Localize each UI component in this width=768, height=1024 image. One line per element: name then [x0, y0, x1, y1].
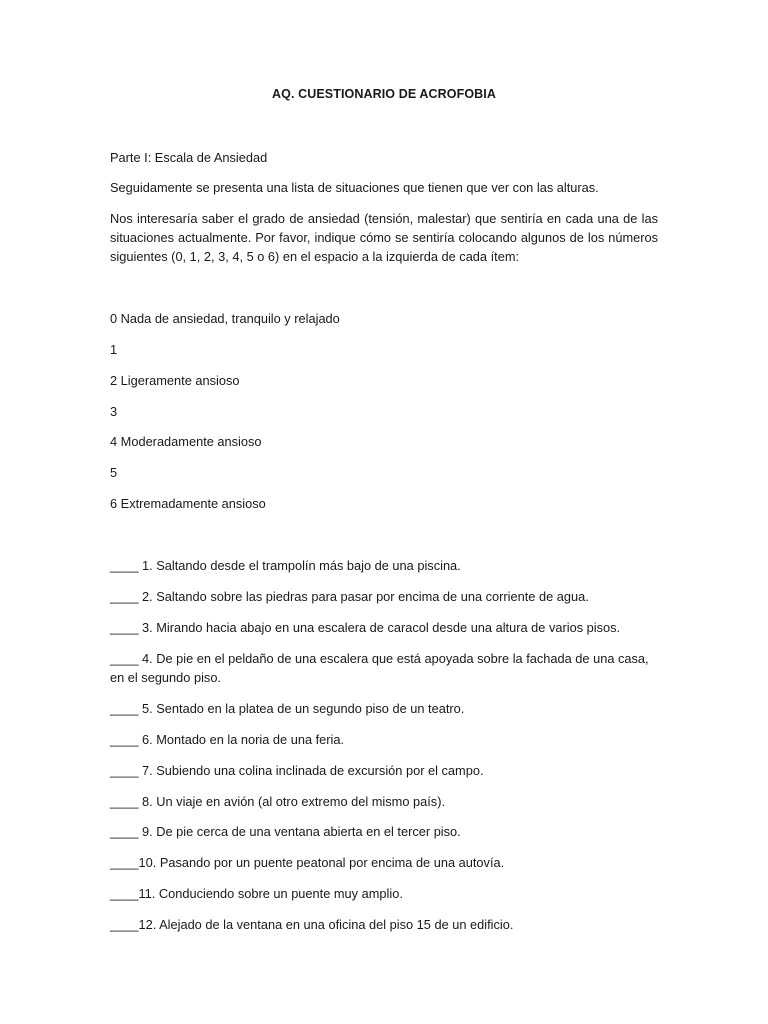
- document-title: AQ. CUESTIONARIO DE ACROFOBIA: [272, 87, 496, 101]
- section-heading: Parte I: Escala de Ansiedad: [110, 150, 268, 165]
- list-item: [110, 915, 658, 934]
- instructions-paragraph: Nos interesaría saber el grado de ansiedad (tensión, malestar) que sentiría en cada una de las situaciones actualmente. Por favor, indique cómo se sentiría colocando algunos de los números siguientes (0, 1, 2, 3, 4, 5 o 6) en el espacio a la izquierda de cada ítem:: [110, 211, 658, 264]
- scale-level: 0 Nada de ansiedad, tranquilo y relajado: [110, 311, 340, 326]
- answer-blank[interactable]: ____: [110, 855, 139, 870]
- answer-blank[interactable]: ____: [110, 763, 139, 778]
- item-text: 11. Conduciendo sobre un puente muy amplio.: [138, 886, 403, 901]
- answer-blank[interactable]: ____: [110, 824, 139, 839]
- list-item: [110, 853, 658, 872]
- item-text: 10. Pasando por un puente peatonal por encima de una autovía.: [138, 855, 505, 870]
- scale-level: 1: [110, 342, 118, 357]
- item-text: 12. Alejado de la ventana en una oficina del piso 15 de un edificio.: [138, 917, 514, 932]
- list-item: [110, 587, 658, 606]
- answer-blank[interactable]: ____: [110, 651, 139, 666]
- item-text: 1. Saltando desde el trampolín más bajo de una piscina.: [138, 558, 461, 573]
- scale-level: 6 Extremadamente ansioso: [110, 496, 266, 511]
- list-item: [110, 649, 658, 687]
- item-text: 4. De pie en el peldaño de una escalera que está apoyada sobre la fachada de una casa, en el segundo piso.: [110, 651, 649, 685]
- scale-level: 5: [110, 465, 118, 480]
- list-item: [110, 822, 658, 841]
- item-text: 9. De pie cerca de una ventana abierta en el tercer piso.: [138, 824, 461, 839]
- list-item: [110, 884, 658, 903]
- item-text: 6. Montado en la noria de una feria.: [138, 732, 345, 747]
- scale-level: 4 Moderadamente ansioso: [110, 434, 262, 449]
- scale-level: 3: [110, 404, 118, 419]
- answer-blank[interactable]: ____: [110, 732, 139, 747]
- item-text: 2. Saltando sobre las piedras para pasar por encima de una corriente de agua.: [138, 589, 589, 604]
- list-item: [110, 730, 658, 749]
- list-item: [110, 699, 658, 718]
- list-item: [110, 761, 658, 780]
- answer-blank[interactable]: ____: [110, 701, 139, 716]
- item-text: 3. Mirando hacia abajo en una escalera de caracol desde una altura de varios pisos.: [138, 620, 621, 635]
- item-text: 8. Un viaje en avión (al otro extremo del mismo país).: [138, 794, 446, 809]
- answer-blank[interactable]: ____: [110, 620, 139, 635]
- list-item: [110, 792, 658, 811]
- answer-blank[interactable]: ____: [110, 917, 139, 932]
- intro-paragraph: Seguidamente se presenta una lista de situaciones que tienen que ver con las alturas.: [110, 180, 599, 195]
- scale-level: 2 Ligeramente ansioso: [110, 373, 240, 388]
- item-text: 5. Sentado en la platea de un segundo piso de un teatro.: [138, 701, 465, 716]
- answer-blank[interactable]: ____: [110, 558, 139, 573]
- answer-blank[interactable]: ____: [110, 589, 139, 604]
- list-item: [110, 618, 658, 637]
- answer-blank[interactable]: ____: [110, 886, 139, 901]
- answer-blank[interactable]: ____: [110, 794, 139, 809]
- list-item: [110, 556, 658, 575]
- item-text: 7. Subiendo una colina inclinada de excursión por el campo.: [138, 763, 484, 778]
